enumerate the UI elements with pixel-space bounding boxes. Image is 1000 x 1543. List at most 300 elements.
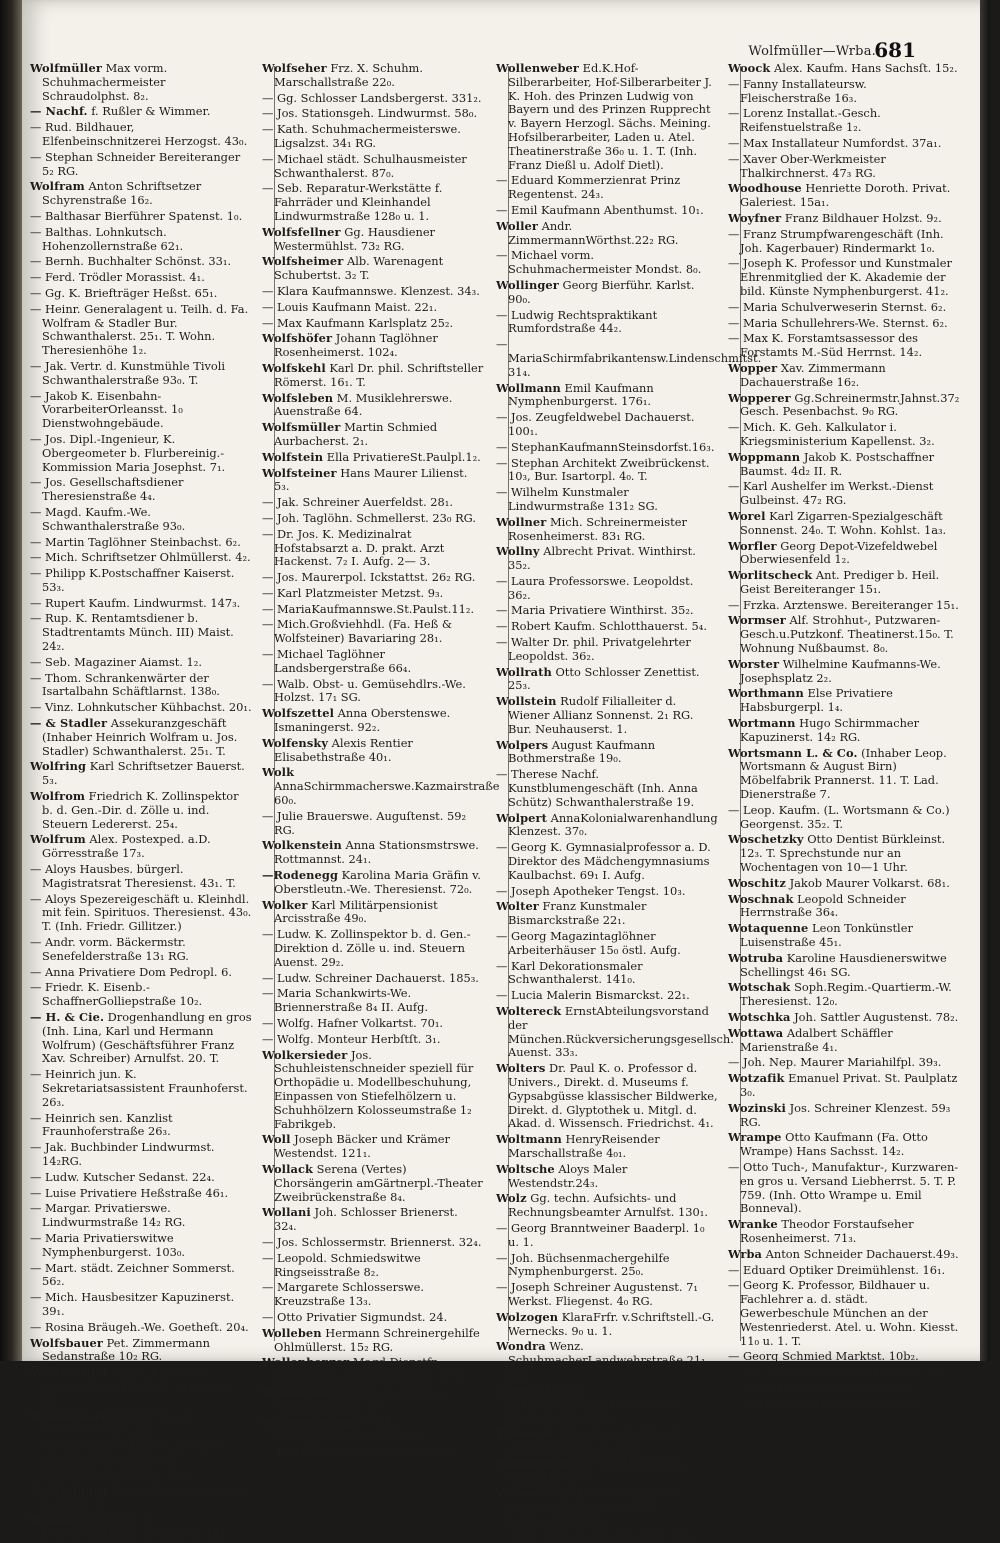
entry-text: — Joh. Büchsenmachergehilfe Nymphenburgerst. 25₀.	[496, 1250, 670, 1279]
directory-entry	[30, 506, 252, 534]
directory-entry	[728, 569, 960, 597]
entry-text: Gg. Hausdiener Westermühlst. 73₂ RG.	[274, 224, 436, 253]
directory-entry	[496, 885, 718, 899]
entry-text: Pet. Zimmermann Sedanstraße 10₂ RG.	[42, 1335, 210, 1364]
directory-entry	[30, 226, 252, 254]
entry-text: Alex. Postexped. a.D. Görresstraße 17₃.	[42, 832, 211, 861]
directory-entry	[262, 1049, 484, 1132]
entry-surname: Woller	[496, 218, 538, 233]
directory-entry	[496, 1427, 718, 1455]
directory-entry	[30, 936, 252, 964]
directory-entry	[496, 411, 718, 439]
directory-entry	[30, 1262, 252, 1290]
entry-text: — Laura Professorswe. Leopoldst. 36₂.	[496, 573, 694, 602]
directory-entry	[728, 62, 960, 76]
directory-entry	[262, 226, 484, 254]
entry-text: — Heinrich sen. Kanzlist Fraunhoferstraße 26₃.	[30, 1110, 173, 1139]
entry-text: — Jak. Vertr. d. Kunstmühle Tivoli Schwanthalerstraße 93₀. T.	[30, 358, 226, 387]
directory-entry	[30, 656, 252, 670]
entry-surname: Wottawa	[728, 1025, 784, 1040]
directory-entry	[30, 1410, 252, 1438]
entry-text: — Jak. Schreiner Auerfeldst. 28₁.	[262, 495, 453, 510]
entry-text: Gg.K. Schutzm.Marienstraße 2₂.	[274, 1414, 426, 1443]
entry-text: — Klara Kaufmannswe. Klenzest. 34₃.	[262, 283, 480, 298]
entry-text: Joh. Schlosser Brienerst. 32₄.	[274, 1205, 458, 1234]
directory-entry	[262, 1252, 484, 1280]
entry-text: — Leop. Kaufm. (L. Wortsmann & Co.) Georgenst. 35₂. T.	[728, 802, 950, 831]
entry-text: — Thom. Schrankenwärter der Isartalbahn Schäftlarnst. 138₀.	[30, 670, 220, 699]
entry-text: Martin Schmied Aurbacherst. 2₁.	[274, 420, 438, 448]
directory-entry	[728, 107, 960, 135]
directory-entry	[262, 528, 484, 569]
entry-text: — Mich. Hausbesitzer Kapuzinerst. 39₁.	[30, 1290, 235, 1318]
entry-text: Karl Dr. phil. Schriftsteller Römerst. 16₁. T.	[274, 360, 484, 389]
directory-entry	[30, 597, 252, 611]
directory-entry	[728, 1279, 960, 1348]
entry-text: Karl Schriftsetzer Bauerst. 5₃.	[42, 759, 245, 788]
entry-surname: Wondra	[496, 1339, 546, 1354]
entry-surname: Wolfskehl	[262, 360, 326, 375]
entry-text: Hugo Schirmmacher Kapuzinerst. 14₂ RG.	[740, 716, 920, 744]
entry-text: Jos. Schuhleistenschneider speziell für Orthopädie u. Modellbeschuhung, Einpassen von Stiefelhölzern u. Schuhhölzern Kolosseumstraße 1₂ Fabrikgeb.	[274, 1047, 474, 1131]
directory-entry	[728, 1366, 960, 1380]
entry-surname: Wollack	[262, 1161, 314, 1176]
entry-text: — Walb. Obst- u. Gemüsehdlrs.-We. Holzst. 17₁ SG.	[262, 676, 466, 705]
directory-entry	[30, 303, 252, 358]
entry-text: Hermann Schreinergehilfe Ohlmüllerst. 15₂ RG.	[274, 1325, 480, 1354]
directory-entry	[30, 255, 252, 269]
directory-entry	[30, 536, 252, 550]
entry-text: — Margar. Privatierswe. Lindwurmstraße 14₂ RG.	[30, 1201, 186, 1230]
directory-entry	[496, 220, 718, 248]
entry-text: — Gg. K. Briefträger Heßst. 65₁.	[30, 285, 218, 300]
entry-surname: Wolfstein	[262, 449, 324, 464]
entry-surname: Wolfsfellner	[262, 224, 341, 239]
entry-text: — MariaSchirmfabrikantensw.Lindenschmitst. 31₄.	[496, 337, 762, 379]
entry-surname: Wolkenstein	[262, 838, 342, 853]
directory-entry	[262, 899, 484, 927]
directory-entry	[728, 877, 960, 891]
entry-text: — Otto Privatier Sigmundst. 24.	[262, 1309, 448, 1324]
entry-text: — Friedr. K. Eisenb.-SchaffnerGolliерstraße 10₂.	[30, 980, 203, 1009]
entry-text: — Joh. Nep. Maurer Mariahilfpl. 39₃.	[728, 1055, 942, 1070]
page-header	[22, 38, 972, 60]
directory-entry	[728, 137, 960, 151]
entry-text: Albrecht Privat. Winthirst. 35₂.	[508, 544, 696, 573]
entry-text: — Philipp K.Postschaffner Kaiserst. 53₃.	[30, 566, 235, 594]
directory-entry	[30, 1291, 252, 1319]
directory-entry	[728, 1027, 960, 1055]
entry-text: Anton Schneider Dachauerst.49₃.	[765, 1246, 959, 1261]
directory-entry	[30, 1112, 252, 1140]
directory-entry	[496, 1340, 718, 1381]
directory-entry	[728, 658, 960, 686]
entry-surname: Wolfram	[30, 179, 85, 194]
directory-entry	[30, 1455, 252, 1483]
entry-text: — Clem. Maurer Parkst. 28b₀ RG.	[30, 1438, 225, 1453]
entry-text: — Karl Aushelfer im Werkst.-Dienst Gulbeinst. 47₂ RG.	[728, 479, 934, 508]
directory-entry	[262, 392, 484, 420]
entry-text: Assekuranzgeschäft (Inhaber Heinrich Wolfram u. Jos. Stadler) Schwanthalerst. 25₁. T.	[42, 716, 238, 758]
entry-text: Gg.Schreinermstr.Jahnst.37₂ Gesch. Pesenbachst. 9₀ RG.	[740, 390, 960, 419]
entry-surname: Woock	[728, 61, 771, 75]
directory-entry	[30, 433, 252, 474]
entry-text: — Maria Schulverweserin Sternst. 6₂.	[728, 299, 947, 314]
directory-entry	[496, 441, 718, 455]
entry-surname: Wolleben	[262, 1325, 322, 1340]
entry-surname: Woltereck	[496, 1004, 562, 1018]
directory-entry	[496, 1062, 718, 1131]
entry-surname: Wollani	[262, 1205, 311, 1220]
entry-text: — Eduard Optiker Dreimühlenst. 16₁.	[728, 1262, 946, 1277]
entry-text: — Jos. Stationsgeh. Lindwurmst. 58₀.	[262, 106, 478, 121]
directory-entry	[262, 62, 484, 90]
directory-entry	[30, 151, 252, 179]
entry-text: — Joseph Apotheker Tengst. 10₃.	[496, 883, 686, 898]
entry-surname: Wopperer	[728, 390, 791, 405]
directory-entry	[30, 551, 252, 565]
entry-text: — Georg Schmied Marktst. 10b₂.	[728, 1349, 919, 1364]
directory-entry	[496, 1486, 718, 1527]
entry-surname: Wrampe	[728, 1130, 782, 1145]
directory-entry	[728, 540, 960, 568]
entry-text: Joh. Sattler Augustenst. 78₂.	[794, 1010, 959, 1024]
entry-surname: Wolfsheimer	[262, 254, 344, 269]
entry-surname: Worfler	[728, 538, 777, 553]
entry-surname: Wotschak	[728, 980, 791, 995]
directory-entry	[30, 1514, 252, 1542]
directory-entry	[728, 451, 960, 479]
entry-surname: Wolz	[496, 1191, 527, 1206]
entry-text: — Max Kaufmann Karlsplatz 25₂.	[262, 315, 454, 330]
entry-text: Joseph Bäcker und Krämer Westendst. 121₁.	[274, 1132, 450, 1161]
entry-text: Theodor Forstaufseher Rosenheimerst. 71₃.	[740, 1217, 914, 1245]
entry-surname: Wopper	[728, 360, 778, 375]
directory-entry	[30, 1232, 252, 1260]
directory-entry	[30, 1337, 252, 1365]
entry-text: Mark. K. Lokomotivheizer Astallerst. 14₃.	[42, 1513, 228, 1541]
directory-entry	[262, 92, 484, 106]
directory-column-2	[262, 61, 500, 1459]
entry-text: Otto Schlosser Zenettist. 25₃.	[508, 664, 700, 693]
directory-entry	[30, 1187, 252, 1201]
entry-surname: Wolfsmüller	[262, 420, 341, 435]
directory-entry	[728, 833, 960, 874]
directory-entry	[30, 271, 252, 285]
entry-text: — Margarete Schlosserswe. Kreuzstraße 13₃.	[262, 1280, 424, 1309]
directory-entry	[30, 1068, 252, 1109]
entry-text: — Georg K. Gymnasialprofessor a. D. Direktor des Mädchengymnasiums Kaulbachst. 69₁ I. Aufg.	[496, 840, 711, 882]
directory-entry	[30, 863, 252, 891]
entry-text: Alex. Kaufm. Hans Sachsſt. 15₂.	[774, 61, 958, 75]
entry-text: Rich. K. Sekret.-Assistent b. Amtsger. M. I Luitpoldst.14₂RG.	[508, 1485, 682, 1527]
directory-entry	[262, 496, 484, 510]
entry-surname: Wollenberger	[262, 1355, 350, 1370]
entry-surname: Wotschka	[728, 1010, 791, 1024]
entry-text: — Jos. Gesellschaftsdiener Theresienstraße 4₄.	[30, 475, 184, 504]
directory-entry	[262, 1133, 484, 1161]
entry-surname: Woodhouse	[728, 181, 802, 196]
entry-text: Rudolf Filialleiter d. Wiener Allianz Sonnenst. 2₁ RG. Bur. Neuhauserst. 1.	[508, 694, 694, 736]
entry-text: KlaraFrfr. v.Schriftstell.-G. Wernecks. 9₀ u. 1.	[508, 1309, 715, 1338]
directory-entry	[496, 1004, 734, 1060]
entry-text: — Rupert Kaufm. Lindwurmst. 147₃.	[30, 595, 241, 610]
directory-entry	[496, 1163, 718, 1191]
directory-entry	[30, 966, 252, 980]
entry-text: — Jos. Zeugfeldwebel Dachauerst. 100₁.	[496, 410, 695, 438]
entry-surname: Wolters	[496, 1061, 546, 1076]
directory-entry	[262, 1281, 484, 1309]
directory-entry	[30, 1141, 252, 1169]
directory-entry	[728, 1382, 960, 1396]
directory-entry	[262, 107, 484, 121]
directory-entry	[30, 1011, 252, 1066]
directory-entry	[262, 707, 484, 735]
entry-surname: Wonneberg	[496, 1455, 570, 1470]
entry-text: — Max Installateur Numfordst. 37a₁.	[728, 135, 942, 150]
directory-entry	[262, 1033, 484, 1047]
entry-text: — Isaak Kaufmann Klenzest. 56₃.	[728, 1380, 920, 1395]
entry-text: — Therese Nachf. Kunstblumengeschäft (Inh. Anna Schütz) Schwanthalerstraße 19.	[496, 767, 698, 809]
entry-text: Wilhelmine Kaufmanns-We. Josephsplatz 2₂.	[740, 656, 941, 685]
entry-surname: Wonneberger	[496, 1485, 583, 1500]
entry-text: — Georg Magazintaglöhner Arbeiterhäuser 15₀ östl. Aufg.	[496, 929, 681, 957]
entry-surname: Wormser	[728, 613, 786, 628]
entry-text: Karoline Hausdienerswitwe Schellingst 46₁ SG.	[740, 950, 947, 979]
entry-surname: Wollenhaupt	[262, 1384, 344, 1399]
entry-surname: Wolker	[262, 897, 308, 912]
entry-surname: Woppmann	[728, 449, 801, 464]
directory-entry	[262, 1311, 484, 1325]
directory-entry	[496, 545, 718, 573]
entry-text: — Ferd. Trödler Morassist. 4₁.	[30, 270, 205, 285]
directory-entry	[728, 952, 960, 980]
entry-text: — Mich. Schriftsetzer Ohlmüllerst. 4₂.	[30, 550, 251, 565]
directory-entry	[728, 1161, 960, 1216]
entry-text: — Heinrich jun. K. Sekretariatsassistent Fraunhoferst. 26₃.	[30, 1067, 248, 1109]
entry-text: — Aloys Spezereigeschäft u. Kleinhdl. mit fein. Spirituos. Theresienst. 43₀. T. (Inh. Friedr. Gillitzer.)	[30, 891, 252, 934]
directory-entry	[496, 382, 718, 410]
directory-entry	[496, 768, 718, 809]
entry-text: — Julius Schneider Frauenst. 23₂.	[728, 1396, 924, 1411]
entry-text: Anna Stationsmstrswe. Rottmannst. 24₁.	[274, 838, 479, 867]
entry-text: Leopold Schneider Herrnstraße 36₄.	[740, 891, 906, 920]
directory-entry	[262, 285, 484, 299]
entry-surname: Worthmann	[728, 686, 804, 701]
directory-entry	[496, 486, 718, 514]
directory-entry	[496, 739, 718, 767]
directory-entry	[30, 981, 252, 1009]
entry-surname: Wolfsberger	[30, 1365, 109, 1380]
entry-text: — Otto Tuch-, Manufaktur-, Kurzwaren- en gros u. Versand Liebherrst. 5. T. P. 759. (Inh. Otto Wrampe u. Emil Bonneval).	[728, 1159, 959, 1216]
directory-entry	[30, 360, 252, 388]
entry-surname: Woll	[262, 1132, 291, 1147]
entry-text: Kreszenz Krämerin Mariahilfpl. 6₀.	[508, 1455, 684, 1484]
entry-surname: Worlitscheck	[728, 568, 813, 583]
entry-surname: Wortsmann L. & Co.	[728, 745, 858, 760]
entry-text: — Mich. K. Geh. Kalkulator i. Kriegsministerium Kapellenst. 3₂.	[728, 420, 935, 448]
directory-entry	[262, 587, 484, 601]
entry-text: — Georg Branntweiner Baaderpl. 1₀ u. 1.	[496, 1220, 705, 1249]
entry-surname: Wolkersieder	[262, 1047, 348, 1062]
entry-text: Otto Kaufmann (Fa. Otto Wrampe) Hans Sachsst. 14₂.	[740, 1130, 928, 1159]
entry-text: Else Privatiere Habsburgerpl. 1₄.	[740, 686, 893, 715]
entry-text: — StephanKaufmannSteinsdorfst.16₃.	[496, 439, 715, 454]
entry-text: — Gg. Schlosser Landsbergerst. 331₂.	[262, 90, 482, 105]
directory-entry	[262, 972, 484, 986]
entry-surname: Wolfsbauer	[30, 1335, 103, 1350]
directory-entry	[496, 1311, 718, 1339]
entry-surname: Wolfrum	[30, 832, 86, 847]
entry-text: — Julie Brauerswe. Auguſtenst. 59₂ RG.	[262, 808, 467, 837]
entry-text: — Magd. Kaufm.-We. Schwanthalerstraße 93₀.	[30, 504, 186, 533]
entry-surname: Woschnak	[728, 891, 794, 906]
directory-entry	[728, 1264, 960, 1278]
directory-entry	[728, 421, 960, 449]
directory-entry	[30, 287, 252, 301]
entry-text: f. Rußler & Wimmer.	[91, 104, 211, 119]
directory-entry	[30, 760, 252, 788]
directory-entry	[728, 1072, 960, 1100]
directory-columns	[22, 61, 976, 1543]
entry-surname: Wotruba	[728, 950, 784, 965]
entry-surname: Worster	[728, 656, 780, 671]
entry-text: — Georg K. Professor, Bildhauer u. Fachlehrer a. d. städt. Gewerbeschule München an der Westenriederst. Atel. u. Wohn. Kiesst. 11₀ u. 1. T.	[728, 1278, 959, 1348]
directory-page	[22, 0, 990, 1543]
entry-surname: — Nachf.	[30, 104, 88, 119]
entry-text: Johann Taglöhner Rosenheimerst. 102₄.	[274, 331, 438, 360]
entry-text: Alf. Strohhut-, Putzwaren-Gesch.u.Putzkonf. Theatinerst.15₀. T. Wohnung Nußbaumst. 8₀.	[740, 613, 954, 656]
directory-entry	[30, 790, 252, 831]
entry-text: — Louis Kaufmann Maist. 22₁.	[262, 299, 438, 314]
directory-entry	[30, 567, 252, 595]
running-head: Wolfmüller—Wrba.	[748, 44, 876, 59]
directory-entry	[30, 701, 252, 715]
entry-text: Leon Tonkünstler Luisenstraße 45₁.	[740, 921, 913, 950]
entry-text: Johann Bürstenmacher Apianst. 5₂.	[42, 1483, 245, 1512]
directory-entry	[262, 1327, 484, 1355]
entry-surname: Woyfner	[728, 210, 782, 225]
directory-entry	[262, 1416, 484, 1444]
directory-entry	[496, 930, 718, 958]
entry-text: — Andr. vorm. Bäckermstr. Senefelderstraße 13₁ RG.	[30, 935, 189, 963]
entry-surname: Wolfseher	[262, 61, 327, 75]
entry-text: Friedrich K. Zollinspektor b. d. Gen.-Dir. d. Zölle u. ind. Steuern Ledererst. 25₄.	[42, 789, 239, 831]
directory-column-1	[30, 61, 252, 1541]
directory-entry	[496, 604, 718, 618]
entry-text: — Mart. städt. Zeichner Sommerst. 56₂.	[30, 1260, 235, 1289]
entry-surname: Wollrath	[496, 664, 552, 679]
entry-text: Alb. Warenagent Schubertst. 3₂ T.	[274, 254, 444, 283]
entry-text: Karl Militärpensionist Arcisstraße 49₀.	[274, 897, 438, 926]
entry-surname: — H. & Cie.	[30, 1010, 105, 1024]
entry-surname: Wolpers	[496, 737, 549, 752]
entry-text: — Joh. Schneiderm. Oberländerst 29₁.	[728, 1365, 949, 1380]
directory-entry	[30, 121, 252, 149]
directory-entry	[262, 512, 484, 526]
directory-entry	[496, 1252, 718, 1280]
entry-surname: Wolpert	[496, 810, 547, 825]
entry-text: — Jos. Maurerpol. Ickstattst. 26₂ RG.	[262, 570, 476, 585]
directory-entry	[30, 62, 252, 103]
entry-text: — Rud. Bildhauer, Elfenbeinschnitzerei Herzogst. 43₀.	[30, 120, 248, 148]
directory-entry	[30, 612, 252, 653]
entry-text: — Seb. Reparatur-Werkstätte f. Fahrräder und Kleinhandel Lindwurmstraße 128₀ u. 1.	[262, 181, 443, 223]
entry-text: Georg Bierführ. Karlst. 90₀.	[508, 277, 695, 306]
directory-entry	[30, 476, 252, 504]
entry-text: Gg. techn. Aufsichts- und Rechnungsbeamter Arnulfst. 130₁.	[508, 1191, 708, 1220]
entry-text: — Karl Platzmeister Metzst. 9₃.	[262, 585, 444, 600]
entry-text: Otto Dentist Bürkleinst. 12₃. T. Sprechstunde nur an Wochentagen von 10—1 Uhr.	[740, 832, 946, 875]
entry-surname: Wolfsegger	[30, 1513, 103, 1528]
entry-text: — Heinr. Generalagent u. Teilh. d. Fa. Wolfram & Stadler Bur. Schwanthalerst. 25₁. T. Wohn. Theresienhöhe 1₂.	[30, 301, 249, 358]
entry-text: HenryReisender Marschallstraße 4₀₁.	[508, 1132, 660, 1160]
directory-entry	[728, 922, 960, 950]
entry-surname: Wollenweber	[496, 61, 580, 75]
entry-text: — Lorenz Installat.-Gesch. Reifenstuelstraße 1₂.	[728, 106, 881, 135]
entry-text: — Stephan Schneider Bereiteranger 5₂ RG.	[30, 149, 241, 178]
directory-entry	[496, 1133, 718, 1161]
directory-entry	[262, 571, 484, 585]
directory-entry	[728, 317, 960, 331]
entry-text: August Kaufmann Bothmerstraße 19₀.	[508, 737, 656, 766]
entry-text: — Aloys Hausbes. bürgerl. Magistratsrat Theresienst. 43₁. T.	[30, 862, 236, 890]
directory-entry	[262, 869, 484, 897]
directory-entry	[262, 467, 484, 495]
directory-entry	[728, 981, 960, 1009]
directory-entry	[262, 255, 484, 283]
entry-text: — Jakob K. Eisenbahn-VorarbeiterOrleansst. 1₀ Dienstwohngebäude.	[30, 388, 183, 431]
entry-surname: Wranke	[728, 1217, 778, 1232]
entry-text: — MariaKaufmannswe.St.Paulst.11₂.	[262, 601, 475, 616]
entry-text: — Dr. Jos. K. Medizinalrat Hofstabsarzt a. D. prakt. Arzt Hackenst. 7₂ I. Aufg. 2— 3.	[262, 526, 445, 569]
directory-entry	[30, 833, 252, 861]
directory-entry	[262, 737, 484, 765]
entry-text: Frz. X. Schuhm. Marschallstraße 22₀.	[274, 61, 423, 89]
directory-entry	[728, 687, 960, 715]
entry-surname: Wolfring	[30, 759, 87, 774]
entry-text: — Franz Strumpfwarengeschäft (Inh. Joh. Kagerbauer) Rindermarkt 1₀.	[728, 226, 944, 255]
entry-text: — Ludwig Rechtspraktikant Rumfordstraße 44₂.	[496, 307, 658, 336]
entry-text: — Maria Privatierswitwe Nymphenburgerst. 103₀.	[30, 1230, 186, 1259]
entry-text: Henriette Doroth. Privat. Galeriest. 15a₁.	[740, 181, 951, 210]
directory-entry	[496, 900, 718, 928]
directory-entry	[262, 618, 484, 646]
entry-text: Serena (Vertes) Chorsängerin amGärtnerpl.-Theater Zweibrückenstraße 8₄.	[274, 1161, 483, 1204]
entry-text: Mark. Kaufmann Oefelestraße 15₂. Lad. Sommerst. 32.	[42, 1365, 238, 1407]
entry-text: — Ludw. K. Zollinspektor b. d. Gen.-Direktion d. Zölle u. ind. Steuern Auenst. 29₂.	[262, 927, 471, 969]
directory-entry	[728, 893, 960, 921]
entry-text: — Martin Taglöhner Steinbachst. 6₂.	[30, 534, 241, 549]
entry-text: — Rup. K. Rentamtsdiener b. Stadtrentamts Münch. III) Maist. 24₂.	[30, 611, 234, 654]
entry-surname: Wolzogen	[496, 1309, 559, 1324]
entry-text: — Stephan Architekt Zweibrückenst. 10₃, Bur. Isartorpl. 4₀. T.	[496, 455, 710, 484]
entry-text: — Balthasar Bierführer Spatenst. 1₀.	[30, 208, 243, 223]
entry-text: — Leopold. Schmiedswitwe Ringseisstraße 8₂.	[262, 1250, 421, 1279]
directory-column-4	[728, 61, 960, 1411]
entry-surname: Wolk	[262, 765, 295, 780]
entry-text: Ant. Prediger b. Heil. Geist Bereiteranger 15₁.	[740, 568, 940, 596]
directory-entry	[262, 1017, 484, 1031]
entry-text: — Michael städt. Schulhausmeister Schwanthalerst. 87₀.	[262, 151, 467, 180]
directory-entry	[496, 989, 718, 1003]
entry-surname: Wolfsteiner	[262, 465, 337, 480]
directory-entry	[496, 174, 718, 202]
entry-surname: Wollenschläger	[262, 1414, 362, 1429]
entry-text: AnnaKolonialwarenhandlung Klenzest. 37₀.	[508, 810, 718, 839]
entry-text: — Robert Kaufm. Schlotthauerst. 5₄.	[496, 619, 707, 634]
entry-text: Emanuel Privat. St. Paulplatz 3₀.	[740, 1071, 958, 1099]
